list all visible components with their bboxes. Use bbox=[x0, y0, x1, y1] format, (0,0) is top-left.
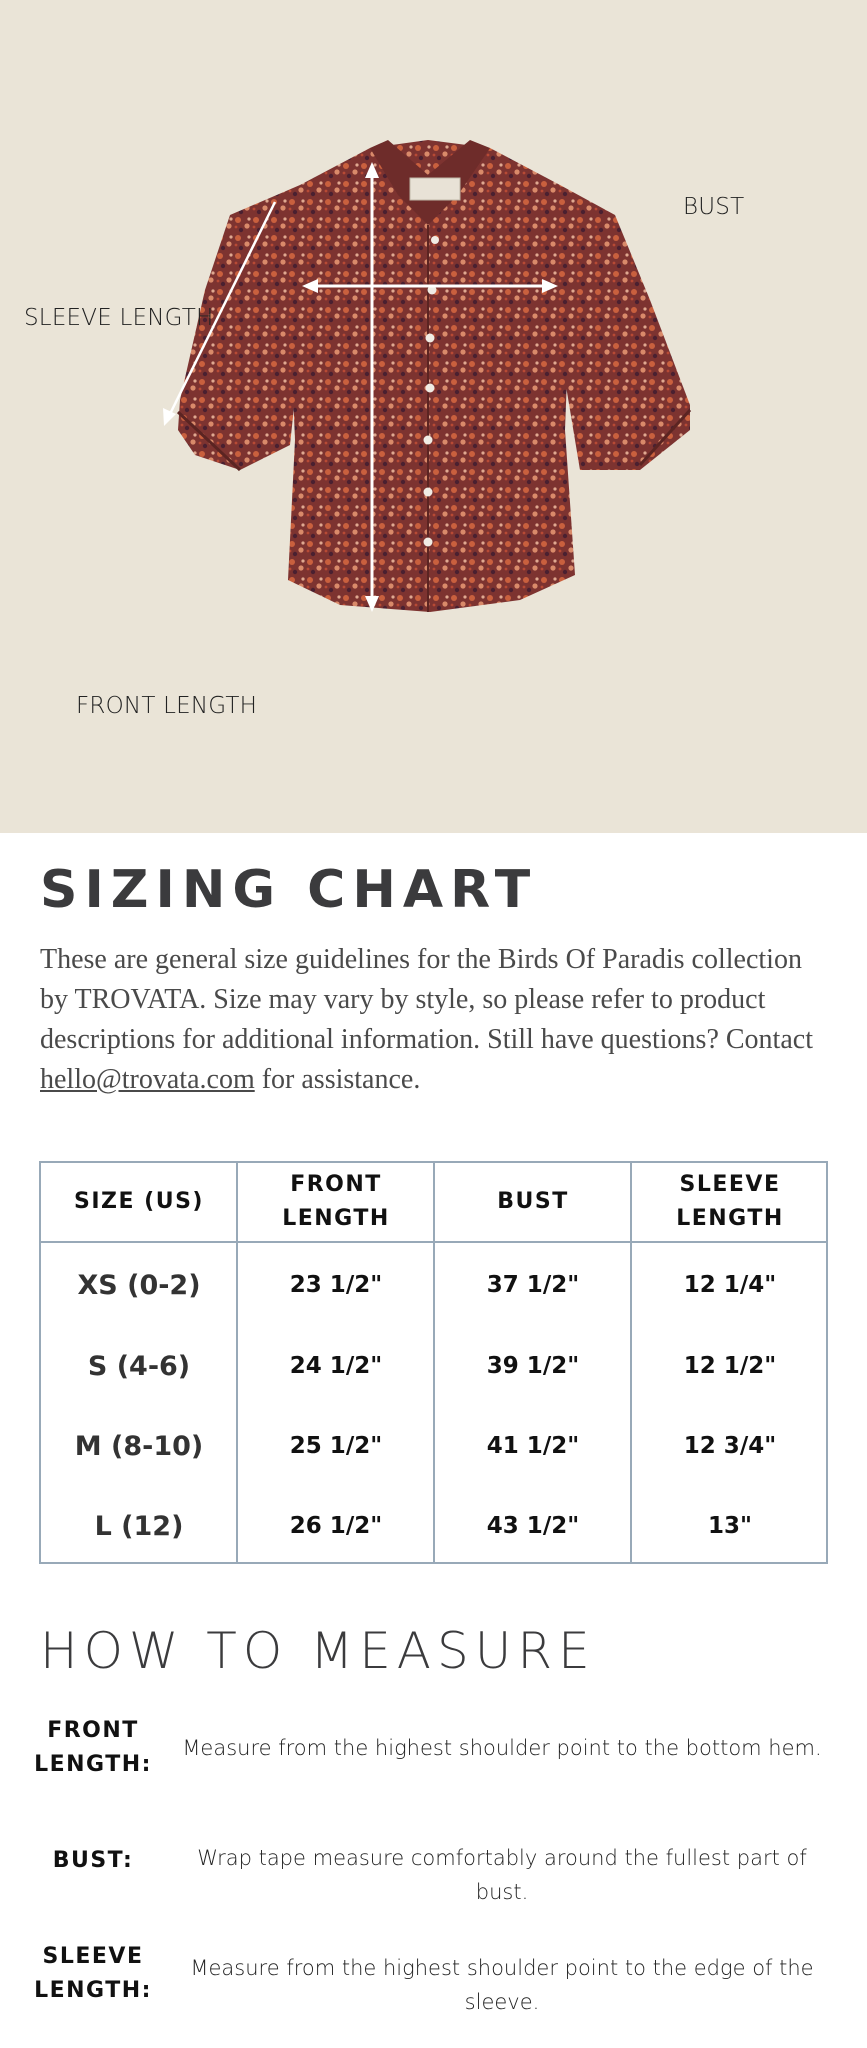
row-sleeve: 12 1/4" bbox=[683, 1272, 777, 1298]
product-hero bbox=[0, 0, 867, 833]
row-bust: 37 1/2" bbox=[486, 1272, 580, 1298]
row-front: 25 1/2" bbox=[289, 1433, 383, 1459]
row-sleeve: 12 3/4" bbox=[683, 1433, 777, 1459]
measure-desc-front: Measure from the highest shoulder point to the bottom hem. bbox=[182, 1736, 822, 1760]
intro-text: These are general size guidelines for the Birds Of Paradis collection by TROVATA. Size may vary by style, so please refer to product descriptions for additional information. Still have questions? Contact bbox=[40, 944, 813, 1055]
row-bust: 43 1/2" bbox=[486, 1513, 580, 1539]
header-sleeve-length: SLEEVE LENGTH bbox=[676, 1172, 784, 1231]
sleeve-length-label: SLEEVE LENGTH bbox=[24, 305, 214, 331]
row-size: S (4-6) bbox=[87, 1350, 191, 1382]
row-size: M (8-10) bbox=[74, 1430, 204, 1462]
header-front-length: FRONT LENGTH bbox=[282, 1172, 390, 1231]
right-sleeve bbox=[560, 185, 690, 470]
row-bust: 41 1/2" bbox=[486, 1433, 580, 1459]
bust-label: BUST bbox=[683, 194, 745, 220]
front-length-label: FRONT LENGTH bbox=[76, 693, 258, 719]
contact-email-link[interactable]: hello@trovata.com bbox=[40, 1064, 255, 1095]
row-bust: 39 1/2" bbox=[486, 1353, 580, 1379]
measure-label-sleeve: SLEEVE LENGTH: bbox=[34, 1944, 152, 2003]
size-table bbox=[39, 1161, 828, 1564]
row-sleeve: 13" bbox=[708, 1513, 752, 1539]
sizing-intro bbox=[40, 940, 830, 1100]
table-header-divider bbox=[41, 1241, 826, 1243]
row-front: 24 1/2" bbox=[289, 1353, 383, 1379]
row-sleeve: 12 1/2" bbox=[683, 1353, 777, 1379]
how-to-measure-title: HOW TO MEASURE bbox=[40, 1622, 596, 1680]
measure-label-bust: BUST: bbox=[52, 1848, 134, 1873]
header-bust: BUST bbox=[497, 1189, 569, 1214]
row-front: 26 1/2" bbox=[289, 1513, 383, 1539]
sizing-chart-title: SIZING CHART bbox=[40, 860, 538, 920]
row-size: L (12) bbox=[94, 1510, 184, 1542]
row-size: XS (0-2) bbox=[77, 1269, 201, 1301]
header-size: SIZE (US) bbox=[74, 1189, 204, 1214]
measure-desc-sleeve: Measure from the highest shoulder point to the edge of the sleeve. bbox=[190, 1956, 814, 2014]
measure-label-front: FRONT LENGTH: bbox=[34, 1718, 152, 1777]
row-front: 23 1/2" bbox=[289, 1272, 383, 1298]
intro-suffix: for assistance. bbox=[254, 1064, 421, 1095]
measure-desc-bust: Wrap tape measure comfortably around the fullest part of bust. bbox=[197, 1846, 807, 1904]
